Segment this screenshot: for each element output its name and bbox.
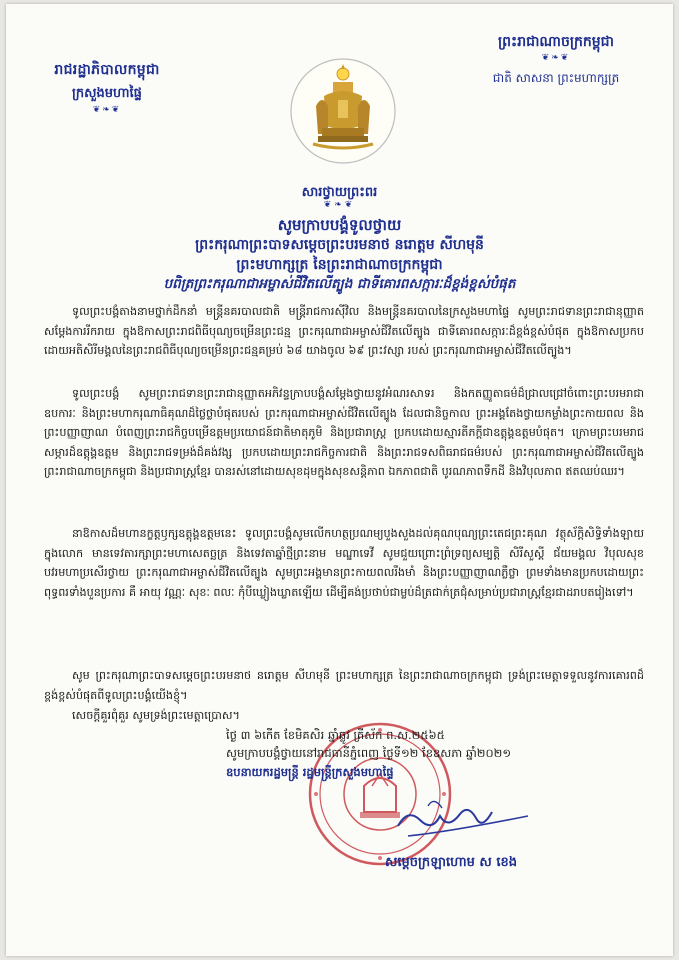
title-ornament: ❦❧❦ (323, 200, 356, 210)
addressing-line: សូមក្រាបបង្គំទូលថ្វាយ (277, 216, 402, 234)
handwritten-signature (388, 786, 538, 856)
lunar-date: ថ្ងៃ ៣ ៦កើត ខែមិគសិរ ឆ្នាំឆ្លូវ ត្រីស័ក ព.ស.២៥៦៥ (226, 728, 445, 742)
header-ornament: ❦❧❦ (92, 105, 122, 115)
kingdom-name: ព្រះរាជាណាចក្រកម្ពុជា (497, 34, 614, 50)
ministry-header (32, 60, 182, 115)
king-name: ព្រះករុណាព្រះបាទសម្តេចព្រះបរមនាថ នរោត្តម សីហមុនី (195, 237, 484, 253)
closing-line: សេចក្ដីគួរពុំគួរ សូមទ្រង់ព្រះមេត្តាប្រោស។ (72, 709, 240, 722)
place-and-date: សូមក្រាបបង្គំថ្វាយនៅរាជធានីភ្នំពេញ ថ្ងៃទី១២ ខែឧសភា ឆ្នាំ២០២១ (226, 746, 512, 760)
letter-type-title: សារថ្វាយព្រះពរ (301, 185, 378, 200)
letter-page (6, 4, 673, 956)
government-name: រាជរដ្ឋាភិបាលកម្ពុជា (54, 62, 160, 78)
body-paragraph-4: សូម ព្រះករុណាព្រះបាទសម្តេចព្រះបរមនាថ នរោត្តម សីហមុនី ព្រះមហាក្សត្រ នៃព្រះរាជាណាចក្រកម្ពុជា ទ្រង់ព្រះមេត្តាទទួលនូវការគោរពដ៏ខ្ពង់ខ្ពស់បំផុតពីទូលព្រះបង្គំយើងខ្ញុំ។ (44, 669, 644, 702)
body-paragraph-1: ទូលព្រះបង្គំតាងនាមថ្នាក់ដឹកនាំ មន្ត្រីនគរបាលជាតិ មន្ត្រីរាជការស៊ីវិល និងមន្ត្រីនគរបាលនៃក្រសួងមហាផ្ទៃ សូមព្រះរាជទានព្រះរាជានុញ្ញាតសម្ដែងការរីករាយ ក្នុងឱកាសព្រះរាជពិធីបុណ្យចម្រើនព្រះជន្ម ព្រះករុណាជាអម្ចាស់ជីវិតលើត្បូង ជាទីគោរពសក្ការៈដ៏ខ្ពង់ខ្ពស់បំផុត ក្នុងឱកាសប្រកបដោយអតិសិរីមង្គលនៃព្រះរាជពិធីបុណ្យចម្រើនព្រះជន្មគម្រប់ ៦៨ យាងចូល ៦៩ ព្រះវស្សា របស់ ព្រះករុណាជាអម្ចាស់ជីវិតលើត្បូង។ (44, 305, 644, 357)
kingdom-header (466, 32, 646, 88)
ministry-name: ក្រសួងមហាផ្ទៃ (72, 86, 142, 101)
body-paragraph-2: ទូលព្រះបង្គំ សូមព្រះរាជទានព្រះរាជានុញ្ញាតអភិវន្ទក្រាបបង្គំសម្ដែងថ្វាយនូវអំណរសាទរ និងកតញ្ញូតាធម៌ដ៏ជ្រាលជ្រៅចំពោះព្រះបរមរាជាឧបការៈ និងព្រះមហាករុណាធិគុណដ៏ថ្លៃថ្លាបំផុតរបស់ ព្រះករុណាជាអម្ចាស់ជីវិតលើត្បូង ដែលជានិច្ចកាល ព្រះអង្គតែងថ្វាយកម្លាំងព្រះកាយពល និងព្រះបញ្ញាញាណ បំពេញព្រះរាជកិច្ចបម្រើឧត្តមប្រយោជន៍ជាតិមាតុភូមិ និងប្រជារាស្ត្រ ប្រកបដោយស្មារតីភក្ដីជាឧត្ដុង្គឧត្ដមបំផុត។ ក្រោមព្រះបរមរាជសម្ភារដ៏ឧត្តុង្គឧត្តម និងព្រះរាជទម្រង់ដ៏គង់វង្ស ប្រកបដោយព្រះរាជកិច្ចការជាតិ និងព្រះរាជទសពិធរាជធម៌របស់ ព្រះករុណាជាអម្ចាស់ជីវិតលើត្បូង ព្រះរាជាណាចក្រកម្ពុជា និងប្រជារាស្ត្រខ្មែរ បានរស់នៅដោយសុខដុមក្នុងសុខសន្តិភាព ឯកភាពជាតិ បូរណភាពទឹកដី និងវិបុលភាព ឥតឈប់ឈរ។ (44, 387, 644, 478)
signer-name: សម្តេចក្រឡាហោម ស ខេង (385, 855, 517, 870)
header-ornament: ❦❧❦ (541, 53, 571, 63)
national-motto: ជាតិ សាសនា ព្រះមហាក្សត្រ (492, 71, 620, 85)
salutation: បពិត្រព្រះករុណាជាអម្ចាស់ជីវិតលើត្បូង ជាទីគោរពសក្ការៈដ៏ខ្ពង់ខ្ពស់បំផុត (163, 276, 516, 292)
royal-emblem-icon (288, 56, 398, 166)
signer-position: ឧបនាយករដ្ឋមន្ត្រី រដ្ឋមន្ត្រីក្រសួងមហាផ្ទៃ (226, 765, 394, 779)
body-paragraph-3: នាឱកាសដ៏មហានក្ខត្តឫក្សឧត្តុង្គឧត្តមនេះ ទូលព្រះបង្គំសូមលើកហត្ថប្រណម្យបួងសួងដល់គុណបុណ្យព្រះតេជព្រះគុណ វត្ថុស័ក្តិសិទ្ធិទាំងឡាយក្នុងលោក មានទេវតារក្សាព្រះមហាសេតច្ឆត្រ និងទេវតាឆ្នាំថ្មីព្រះនាម មណ្ឌាទេវី សូមជួយព្រោះព្រំទ្រព្យសម្បត្តិ សិរីសួស្តី ជ័យមង្គល វិបុលសុខ បវរមហាប្រសើរថ្វាយ ព្រះករុណាជាអម្ចាស់ជីវិតលើត្បូង សូមព្រះអង្គមានព្រះកាយពលរឹងមាំ និងព្រះបញ្ញាញាណភ្លឺថ្លា ព្រមទាំងមានប្រកបដោយព្រះពុទ្ធពរទាំងបួនប្រការ គឺ អាយុ វណ្ណៈ សុខៈ ពលៈ កុំបីឃ្លៀងឃ្លាតឡើយ ដើម្បីគង់ប្រថាប់ជាម្លប់ដ៏ត្រជាក់ត្រជុំសម្រាប់ប្រជារាស្ត្រខ្មែរជាដរាបតរៀងទៅ។ (44, 527, 644, 599)
king-title: ព្រះមហាក្សត្រ នៃព្រះរាជាណាចក្រកម្ពុជា (236, 257, 443, 273)
